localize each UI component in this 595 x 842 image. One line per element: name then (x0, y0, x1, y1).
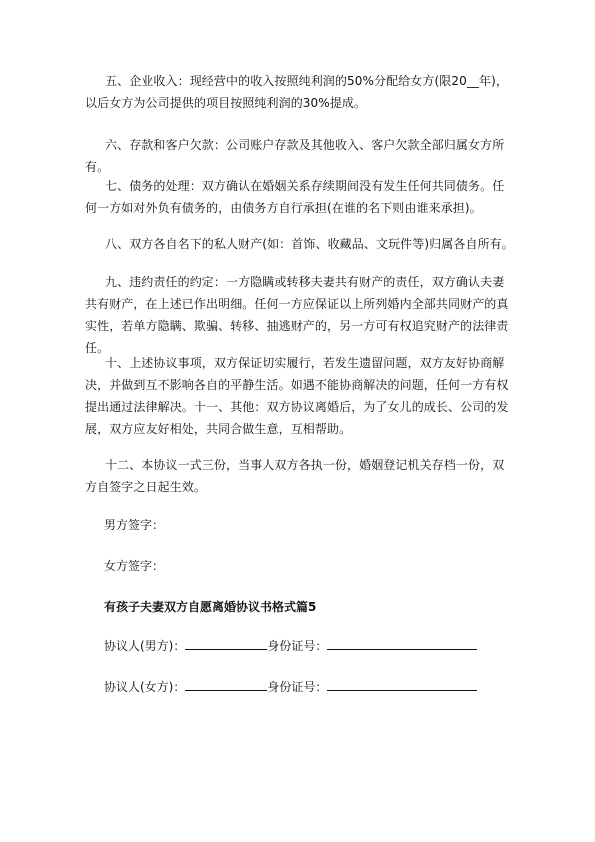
male-party-row (104, 637, 477, 655)
male-party-label: 协议人(男方)： (104, 639, 186, 653)
female-party-row (104, 678, 477, 696)
female-name-blank (185, 678, 267, 691)
male-id-label: 身份证号： (267, 639, 328, 653)
section-title: 有孩子夫妻双方自愿离婚协议书格式篇5 (104, 600, 317, 614)
male-name-blank (185, 637, 267, 650)
female-signature-label: 女方签字： (104, 559, 165, 573)
clause-8-private-property: 八、双方各自名下的私人财产(如：首饰、收藏品、文玩件等)归属各自所有。 (105, 237, 514, 251)
male-signature-label: 男方签字： (104, 518, 165, 532)
female-party-label: 协议人(女方)： (104, 680, 186, 694)
clause-9-breach-liability: 九、违约责任的约定：一方隐瞒或转移夫妻共有财产的责任，双方确认夫妻共有财产，在上述已作出明细。任何一方应保证以上所列婚内全部共同财产的真实性，若单方隐瞒、欺骗、转移、抽逃财产的，另一方可有权追究财产的法律责任。 (85, 275, 509, 355)
female-id-label: 身份证号： (267, 680, 328, 694)
clause-5-enterprise-income: 五、企业收入：现经营中的收入按照纯利润的50%分配给女方(限20__年)，以后女方为公司提供的项目按照纯利润的30%提成。 (85, 74, 509, 110)
clause-10-11-performance: 十、上述协议事项，双方保证切实履行，若发生遗留问题，双方友好协商解决，并做到互不影响各自的平静生活。如遇不能协商解决的问题，任何一方有权提出通过法律解决。十一、其他：双方协议离婚后，为了女儿的成长、公司的发展，双方应友好相处，共同合做生意，互相帮助。 (85, 356, 509, 436)
male-id-blank (327, 637, 477, 650)
clause-7-debts: 七、债务的处理：双方确认在婚姻关系存续期间没有发生任何共同债务。任何一方如对外负有债务的，由债务方自行承担(在谁的名下则由谁来承担)。 (85, 179, 505, 215)
clause-6-deposits: 六、存款和客户欠款：公司账户存款及其他收入、客户欠款全部归属女方所有。 (85, 138, 505, 174)
female-id-blank (327, 678, 477, 691)
clause-12-copies: 十二、本协议一式三份，当事人双方各执一份，婚姻登记机关存档一份，双方自签字之日起生效。 (85, 458, 505, 494)
